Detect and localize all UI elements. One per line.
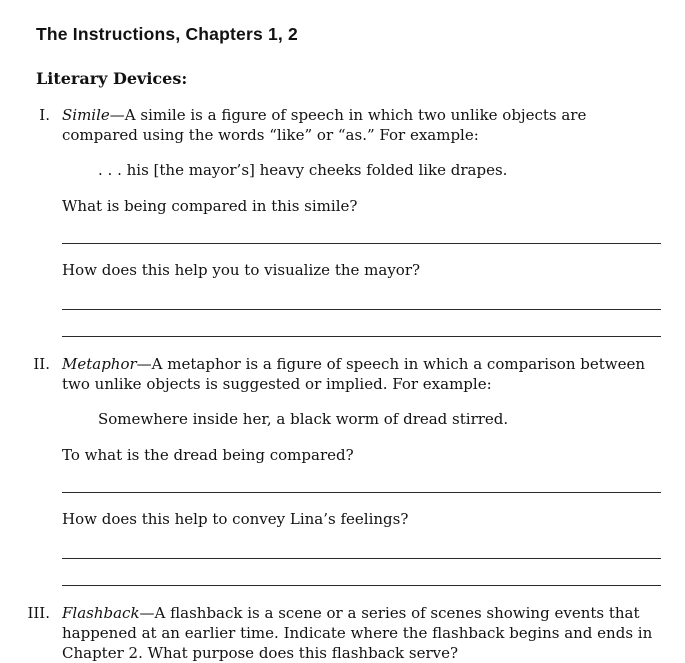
item-simile bbox=[36, 106, 661, 337]
page-title: The Instructions, Chapters 1, 2 bbox=[36, 24, 298, 44]
question-text: To what is the dread being compared? bbox=[62, 446, 354, 465]
definition-text bbox=[62, 604, 661, 663]
item-numeral: II. bbox=[33, 354, 50, 373]
item-numeral: III. bbox=[27, 603, 50, 622]
answer-line bbox=[62, 559, 661, 586]
answer-line bbox=[62, 310, 661, 337]
item-body bbox=[50, 106, 661, 337]
definition-body: —A simile is a figure of speech in which two unlike objects are compared using the words “like” or “as.” For example: bbox=[62, 106, 587, 144]
item-definition-row bbox=[24, 106, 661, 337]
item-body bbox=[50, 604, 661, 663]
question-text: How does this help you to visualize the mayor? bbox=[62, 261, 421, 280]
definition-text bbox=[62, 355, 661, 395]
answer-line bbox=[62, 217, 661, 244]
item-definition-row bbox=[24, 355, 661, 586]
item-numeral: I. bbox=[39, 106, 50, 124]
section-heading: Literary Devices: bbox=[36, 69, 188, 88]
term-label: Simile bbox=[62, 106, 110, 124]
item-body bbox=[50, 355, 661, 586]
term-label: Flashback bbox=[62, 603, 140, 622]
item-flashback bbox=[27, 603, 661, 663]
definition-text bbox=[62, 106, 661, 146]
example-quote: . . . his [the mayor’s] heavy cheeks folded like drapes. bbox=[98, 160, 508, 179]
definition-body: —A metaphor is a figure of speech in which a comparison between two unlike objects is suggested or implied. For example: bbox=[62, 354, 646, 393]
example-quote: Somewhere inside her, a black worm of dread stirred. bbox=[98, 409, 509, 428]
definition-body: —A flashback is a scene or a series of scenes showing events that happened at an earlier time. Indicate where the flashback begins and ends in Chapter 2. What purpose does this flashback serve? bbox=[62, 603, 653, 662]
item-definition-row bbox=[24, 604, 661, 663]
answer-line bbox=[62, 281, 661, 310]
item-metaphor bbox=[33, 354, 661, 586]
answer-line bbox=[62, 466, 661, 493]
question-text: What is being compared in this simile? bbox=[62, 197, 358, 216]
answer-line bbox=[62, 530, 661, 559]
question-text: How does this help to convey Lina’s feelings? bbox=[62, 510, 409, 529]
term-label: Metaphor bbox=[62, 354, 137, 373]
